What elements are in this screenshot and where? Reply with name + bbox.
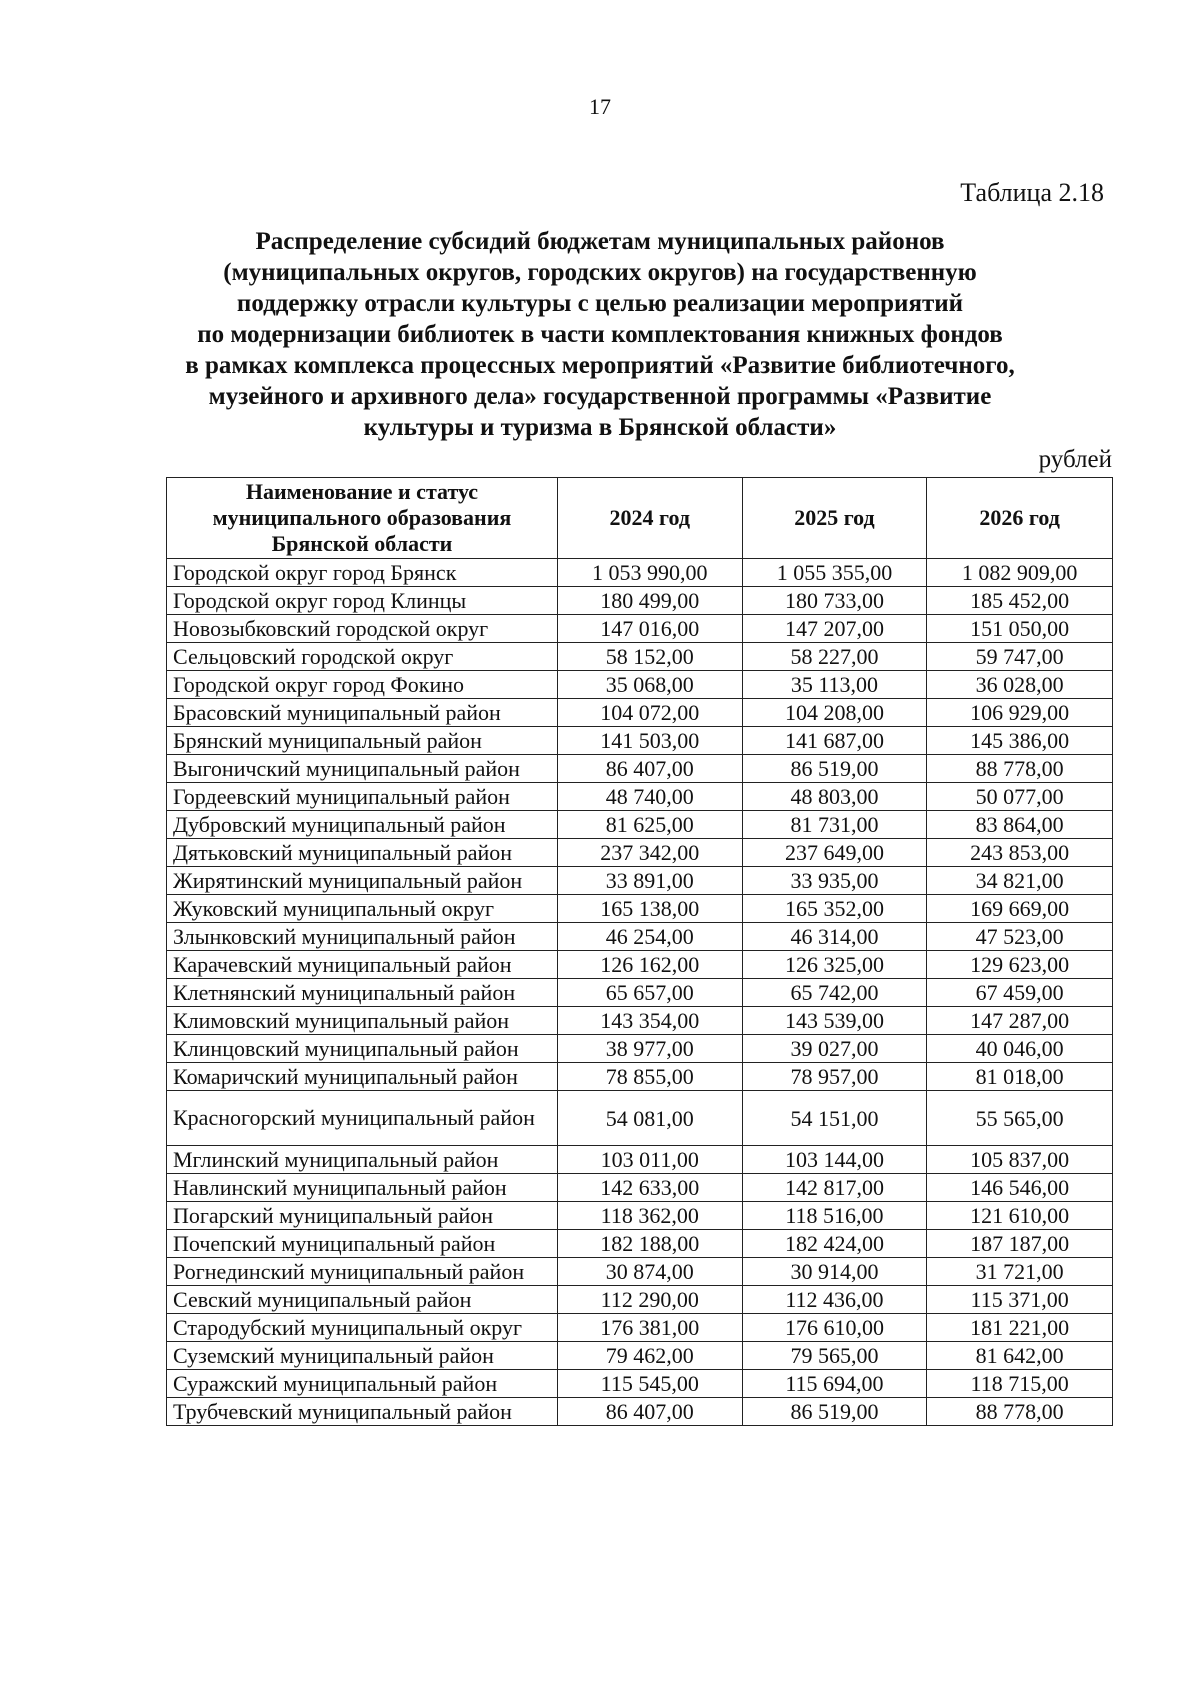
value-2025-cell: 176 610,00 [742, 1314, 927, 1342]
municipality-cell: Почепский муниципальный район [167, 1230, 558, 1258]
table-header-row [167, 478, 1113, 559]
table-row [167, 671, 1113, 699]
table-row [167, 1230, 1113, 1258]
value-2025-cell: 103 144,00 [742, 1146, 927, 1174]
value-2026-cell: 181 221,00 [927, 1314, 1113, 1342]
municipality-cell: Погарский муниципальный район [167, 1202, 558, 1230]
municipality-cell: Брасовский муниципальный район [167, 699, 558, 727]
table-row [167, 1146, 1113, 1174]
municipality-cell: Рогнединский муниципальный район [167, 1258, 558, 1286]
table-row [167, 699, 1113, 727]
value-2026-cell: 106 929,00 [927, 699, 1113, 727]
value-2026-cell: 146 546,00 [927, 1174, 1113, 1202]
header-2025: 2025 год [742, 478, 927, 559]
value-2026-cell: 47 523,00 [927, 923, 1113, 951]
value-2025-cell: 182 424,00 [742, 1230, 927, 1258]
title-line: по модернизации библиотек в части комплектования книжных фондов [197, 321, 1003, 348]
value-2025-cell: 141 687,00 [742, 727, 927, 755]
value-2024-cell: 115 545,00 [557, 1370, 742, 1398]
table-row [167, 1314, 1113, 1342]
value-2025-cell: 78 957,00 [742, 1063, 927, 1091]
value-2025-cell: 39 027,00 [742, 1035, 927, 1063]
value-2024-cell: 81 625,00 [557, 811, 742, 839]
table-row [167, 587, 1113, 615]
municipality-cell: Севский муниципальный район [167, 1286, 558, 1314]
municipality-cell: Городской округ город Клинцы [167, 587, 558, 615]
table-caption: Таблица 2.18 [960, 178, 1104, 207]
municipality-cell: Брянский муниципальный район [167, 727, 558, 755]
value-2025-cell: 48 803,00 [742, 783, 927, 811]
municipality-cell: Гордеевский муниципальный район [167, 783, 558, 811]
municipality-cell: Жуковский муниципальный округ [167, 895, 558, 923]
value-2026-cell: 36 028,00 [927, 671, 1113, 699]
municipality-cell: Клетнянский муниципальный район [167, 979, 558, 1007]
municipality-cell: Дубровский муниципальный район [167, 811, 558, 839]
value-2024-cell: 48 740,00 [557, 783, 742, 811]
municipality-cell: Городской округ город Брянск [167, 559, 558, 587]
municipality-cell: Карачевский муниципальный район [167, 951, 558, 979]
title-line: в рамках комплекса процессных мероприятий «Развитие библиотечного, [185, 352, 1015, 379]
table-row [167, 1258, 1113, 1286]
value-2024-cell: 33 891,00 [557, 867, 742, 895]
table-row [167, 727, 1113, 755]
table-row [167, 1202, 1113, 1230]
value-2024-cell: 78 855,00 [557, 1063, 742, 1091]
value-2026-cell: 145 386,00 [927, 727, 1113, 755]
table-row [167, 1035, 1113, 1063]
value-2025-cell: 143 539,00 [742, 1007, 927, 1035]
table-row [167, 979, 1113, 1007]
value-2024-cell: 180 499,00 [557, 587, 742, 615]
value-2024-cell: 141 503,00 [557, 727, 742, 755]
value-2026-cell: 185 452,00 [927, 587, 1113, 615]
municipality-cell: Стародубский муниципальный округ [167, 1314, 558, 1342]
municipality-cell: Климовский муниципальный район [167, 1007, 558, 1035]
value-2025-cell: 35 113,00 [742, 671, 927, 699]
value-2026-cell: 151 050,00 [927, 615, 1113, 643]
value-2024-cell: 118 362,00 [557, 1202, 742, 1230]
value-2024-cell: 79 462,00 [557, 1342, 742, 1370]
municipality-cell: Сельцовский городской округ [167, 643, 558, 671]
value-2025-cell: 180 733,00 [742, 587, 927, 615]
value-2026-cell: 88 778,00 [927, 755, 1113, 783]
value-2026-cell: 40 046,00 [927, 1035, 1113, 1063]
units-label: рублей [1038, 446, 1112, 473]
value-2026-cell: 55 565,00 [927, 1091, 1113, 1146]
value-2026-cell: 169 669,00 [927, 895, 1113, 923]
municipality-cell: Выгоничский муниципальный район [167, 755, 558, 783]
table-row [167, 1174, 1113, 1202]
value-2024-cell: 86 407,00 [557, 1398, 742, 1426]
value-2026-cell: 129 623,00 [927, 951, 1113, 979]
table-row [167, 755, 1113, 783]
table-row [167, 923, 1113, 951]
value-2026-cell: 34 821,00 [927, 867, 1113, 895]
table-row [167, 1370, 1113, 1398]
table-row [167, 951, 1113, 979]
title-line: музейного и архивного дела» государственной программы «Развитие [208, 383, 992, 410]
table-row [167, 895, 1113, 923]
value-2025-cell: 147 207,00 [742, 615, 927, 643]
table-body [167, 559, 1113, 1426]
title-line: (муниципальных округов, городских округов) на государственную [223, 259, 977, 286]
value-2025-cell: 58 227,00 [742, 643, 927, 671]
table-row [167, 867, 1113, 895]
title-line: Распределение субсидий бюджетам муниципальных районов [255, 228, 945, 255]
value-2025-cell: 126 325,00 [742, 951, 927, 979]
value-2024-cell: 35 068,00 [557, 671, 742, 699]
value-2024-cell: 182 188,00 [557, 1230, 742, 1258]
value-2026-cell: 118 715,00 [927, 1370, 1113, 1398]
value-2025-cell: 30 914,00 [742, 1258, 927, 1286]
municipality-cell: Жирятинский муниципальный район [167, 867, 558, 895]
value-2024-cell: 58 152,00 [557, 643, 742, 671]
value-2025-cell: 142 817,00 [742, 1174, 927, 1202]
value-2025-cell: 104 208,00 [742, 699, 927, 727]
value-2025-cell: 54 151,00 [742, 1091, 927, 1146]
value-2024-cell: 103 011,00 [557, 1146, 742, 1174]
table-row [167, 615, 1113, 643]
table-row [167, 1091, 1113, 1146]
value-2026-cell: 121 610,00 [927, 1202, 1113, 1230]
table-row [167, 559, 1113, 587]
value-2025-cell: 46 314,00 [742, 923, 927, 951]
page-number: 17 [589, 94, 611, 119]
value-2024-cell: 54 081,00 [557, 1091, 742, 1146]
value-2025-cell: 33 935,00 [742, 867, 927, 895]
value-2026-cell: 31 721,00 [927, 1258, 1113, 1286]
document-title [150, 226, 1050, 443]
value-2026-cell: 83 864,00 [927, 811, 1113, 839]
municipality-cell: Дятьковский муниципальный район [167, 839, 558, 867]
table-row [167, 1007, 1113, 1035]
value-2025-cell: 118 516,00 [742, 1202, 927, 1230]
table-row [167, 811, 1113, 839]
table-row [167, 1286, 1113, 1314]
value-2026-cell: 50 077,00 [927, 783, 1113, 811]
table-row [167, 839, 1113, 867]
value-2024-cell: 143 354,00 [557, 1007, 742, 1035]
value-2024-cell: 38 977,00 [557, 1035, 742, 1063]
value-2024-cell: 46 254,00 [557, 923, 742, 951]
header-municipality: Наименование и статус муниципального образования Брянской области [167, 478, 558, 559]
table-row [167, 1342, 1113, 1370]
value-2024-cell: 112 290,00 [557, 1286, 742, 1314]
municipality-cell: Трубчевский муниципальный район [167, 1398, 558, 1426]
value-2025-cell: 112 436,00 [742, 1286, 927, 1314]
value-2026-cell: 88 778,00 [927, 1398, 1113, 1426]
value-2024-cell: 237 342,00 [557, 839, 742, 867]
municipality-cell: Злынковский муниципальный район [167, 923, 558, 951]
value-2024-cell: 142 633,00 [557, 1174, 742, 1202]
value-2024-cell: 165 138,00 [557, 895, 742, 923]
value-2025-cell: 1 055 355,00 [742, 559, 927, 587]
value-2026-cell: 187 187,00 [927, 1230, 1113, 1258]
value-2024-cell: 126 162,00 [557, 951, 742, 979]
header-2026: 2026 год [927, 478, 1113, 559]
table-row [167, 643, 1113, 671]
title-line: культуры и туризма в Брянской области» [363, 414, 837, 441]
value-2026-cell: 67 459,00 [927, 979, 1113, 1007]
subsidies-table [166, 477, 1113, 1426]
municipality-cell: Суземский муниципальный район [167, 1342, 558, 1370]
value-2026-cell: 81 642,00 [927, 1342, 1113, 1370]
municipality-cell: Клинцовский муниципальный район [167, 1035, 558, 1063]
value-2026-cell: 59 747,00 [927, 643, 1113, 671]
value-2025-cell: 165 352,00 [742, 895, 927, 923]
value-2025-cell: 79 565,00 [742, 1342, 927, 1370]
title-line: поддержку отрасли культуры с целью реализации мероприятий [236, 290, 964, 317]
value-2026-cell: 81 018,00 [927, 1063, 1113, 1091]
value-2024-cell: 147 016,00 [557, 615, 742, 643]
value-2024-cell: 65 657,00 [557, 979, 742, 1007]
municipality-cell: Мглинский муниципальный район [167, 1146, 558, 1174]
municipality-cell: Городской округ город Фокино [167, 671, 558, 699]
value-2024-cell: 1 053 990,00 [557, 559, 742, 587]
value-2026-cell: 147 287,00 [927, 1007, 1113, 1035]
value-2025-cell: 86 519,00 [742, 1398, 927, 1426]
municipality-cell: Навлинский муниципальный район [167, 1174, 558, 1202]
value-2024-cell: 176 381,00 [557, 1314, 742, 1342]
value-2025-cell: 237 649,00 [742, 839, 927, 867]
value-2025-cell: 65 742,00 [742, 979, 927, 1007]
value-2026-cell: 105 837,00 [927, 1146, 1113, 1174]
municipality-cell: Красногорский муниципальный район [167, 1091, 558, 1146]
municipality-cell: Новозыбковский городской округ [167, 615, 558, 643]
value-2026-cell: 243 853,00 [927, 839, 1113, 867]
header-2024: 2024 год [557, 478, 742, 559]
value-2024-cell: 86 407,00 [557, 755, 742, 783]
municipality-cell: Комаричский муниципальный район [167, 1063, 558, 1091]
table-row [167, 1398, 1113, 1426]
municipality-cell: Суражский муниципальный район [167, 1370, 558, 1398]
value-2025-cell: 81 731,00 [742, 811, 927, 839]
table-row [167, 1063, 1113, 1091]
table-row [167, 783, 1113, 811]
value-2024-cell: 104 072,00 [557, 699, 742, 727]
value-2026-cell: 1 082 909,00 [927, 559, 1113, 587]
value-2024-cell: 30 874,00 [557, 1258, 742, 1286]
value-2025-cell: 115 694,00 [742, 1370, 927, 1398]
value-2026-cell: 115 371,00 [927, 1286, 1113, 1314]
value-2025-cell: 86 519,00 [742, 755, 927, 783]
